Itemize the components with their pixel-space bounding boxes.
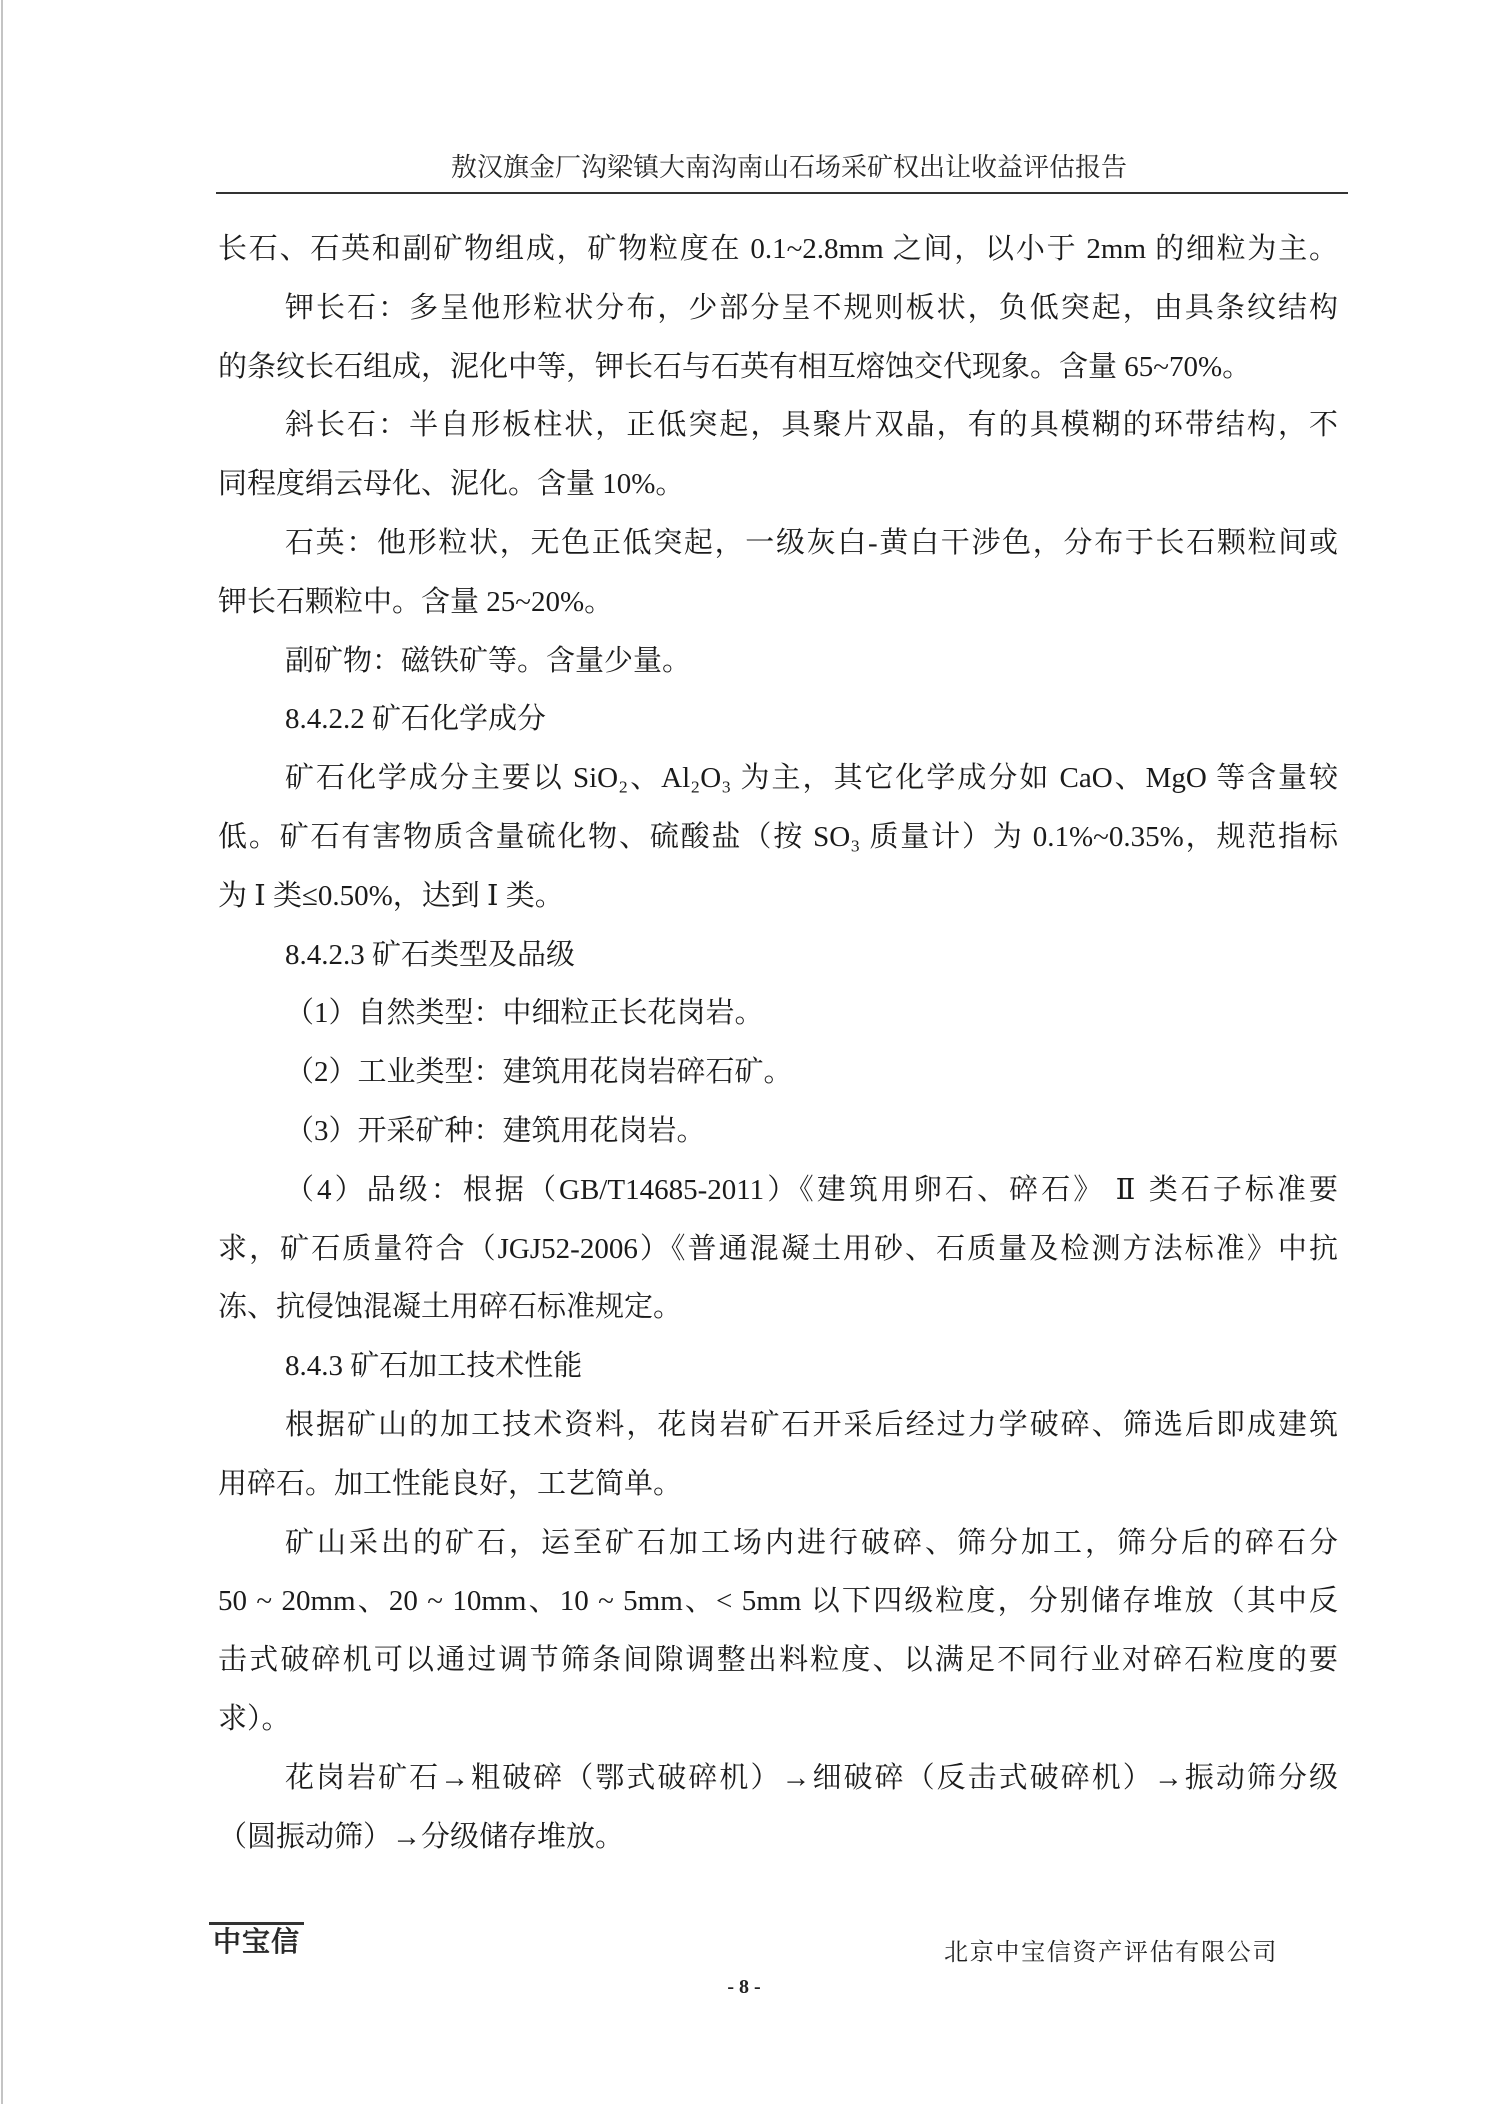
text-line: 矿山采出的矿石，运至矿石加工场内进行破碎、筛分加工，筛分后的碎石分 [285,1526,1338,1559]
footer-company-name: 北京中宝信资产评估有限公司 [944,1938,1279,1966]
text-line: 求）。 [218,1702,291,1735]
text-line: 钾长石颗粒中。含量 25~20%。 [218,585,614,618]
header-rule [216,192,1348,194]
text-line: 击式破碎机可以通过调节筛条间隙调整出料粒度、以满足不同行业对碎石粒度的要 [218,1644,1338,1677]
text-line: 的条纹长石组成，泥化中等，钾长石与石英有相互熔蚀交代现象。含量 65~70%。 [218,350,1252,383]
list-item [218,984,1338,1043]
paragraph [218,514,1338,632]
section-heading [218,926,1338,985]
text-line: （4）品级：根据（GB/T14685-2011）《建筑用卵石、碎石》 Ⅱ 类石子标准要 [285,1173,1338,1206]
paragraph [218,1749,1338,1867]
section-heading [218,690,1338,749]
text-line: 同程度绢云母化、泥化。含量 10%。 [218,468,685,501]
paragraph [218,749,1338,925]
text-line: 低。矿石有害物质含量硫化物、硫酸盐（按 SO₃ 质量计）为 0.1%~0.35%，规范指标 [218,820,1338,853]
text-line: 石英：他形粒状，无色正低突起，一级灰白-黄白干涉色，分布于长石颗粒间或 [285,526,1338,559]
list-item [218,1161,1338,1337]
text-line: 副矿物：磁铁矿等。含量少量。 [285,644,692,677]
text-line: 长石、石英和副矿物组成，矿物粒度在 0.1~2.8mm 之间，以小于 2mm 的细粒为主。 [218,233,1338,265]
text-line: （2）工业类型：建筑用花岗岩碎石矿。 [285,1056,793,1089]
paragraph [218,279,1338,397]
text-line: 根据矿山的加工技术资料，花岗岩矿石开采后经过力学破碎、筛选后即成建筑 [285,1408,1338,1441]
heading-text: 8.4.2.3 矿石类型及品级 [285,938,576,971]
text-line: 矿石化学成分主要以 SiO₂、Al₂O₃ 为主，其它化学成分如 CaO、MgO 等含量较 [285,762,1338,795]
paragraph [218,632,1338,691]
text-line: 斜长石：半自形板柱状，正低突起，具聚片双晶，有的具模糊的环带结构，不 [285,409,1338,442]
text-line: （3）开采矿种：建筑用花岗岩。 [285,1114,706,1147]
text-line: 钾长石：多呈他形粒状分布，少部分呈不规则板状，负低突起，由具条纹结构 [285,291,1338,324]
paragraph [218,1396,1338,1514]
text-line: 50 ~ 20mm、20 ~ 10mm、10 ~ 5mm、< 5mm 以下四级粒度，分别储存堆放（其中反 [218,1585,1338,1618]
section-heading [218,1337,1338,1396]
report-body [218,220,1338,1866]
text-line: （1）自然类型：中细粒正长花岗岩。 [285,997,764,1030]
running-header-title: 敖汉旗金厂沟梁镇大南沟南山石场采矿权出让收益评估报告 [450,153,1127,182]
page-number: - 8 - [727,1976,761,1998]
scan-edge-line [1,0,3,2104]
paragraph [218,1514,1338,1749]
text-line: 求，矿石质量符合（JGJ52-2006）《普通混凝土用砂、石质量及检测方法标准》中抗 [218,1232,1338,1265]
company-logo: 中宝信 [209,1922,304,1961]
list-item [218,1043,1338,1102]
text-line: 用碎石。加工性能良好，工艺简单。 [218,1467,683,1500]
heading-text: 8.4.3 矿石加工技术性能 [285,1350,583,1383]
text-line: （圆振动筛）→分级储存堆放。 [218,1820,625,1853]
paragraph [218,220,1338,279]
heading-text: 8.4.2.2 矿石化学成分 [285,703,547,736]
list-item [218,1102,1338,1161]
text-line: 为 Ⅰ 类≤0.50%，达到 Ⅰ 类。 [218,879,564,912]
text-line: 冻、抗侵蚀混凝土用碎石标准规定。 [218,1291,683,1324]
text-line: 花岗岩矿石→粗破碎（鄂式破碎机）→细破碎（反击式破碎机）→振动筛分级 [285,1761,1338,1794]
paragraph [218,396,1338,514]
